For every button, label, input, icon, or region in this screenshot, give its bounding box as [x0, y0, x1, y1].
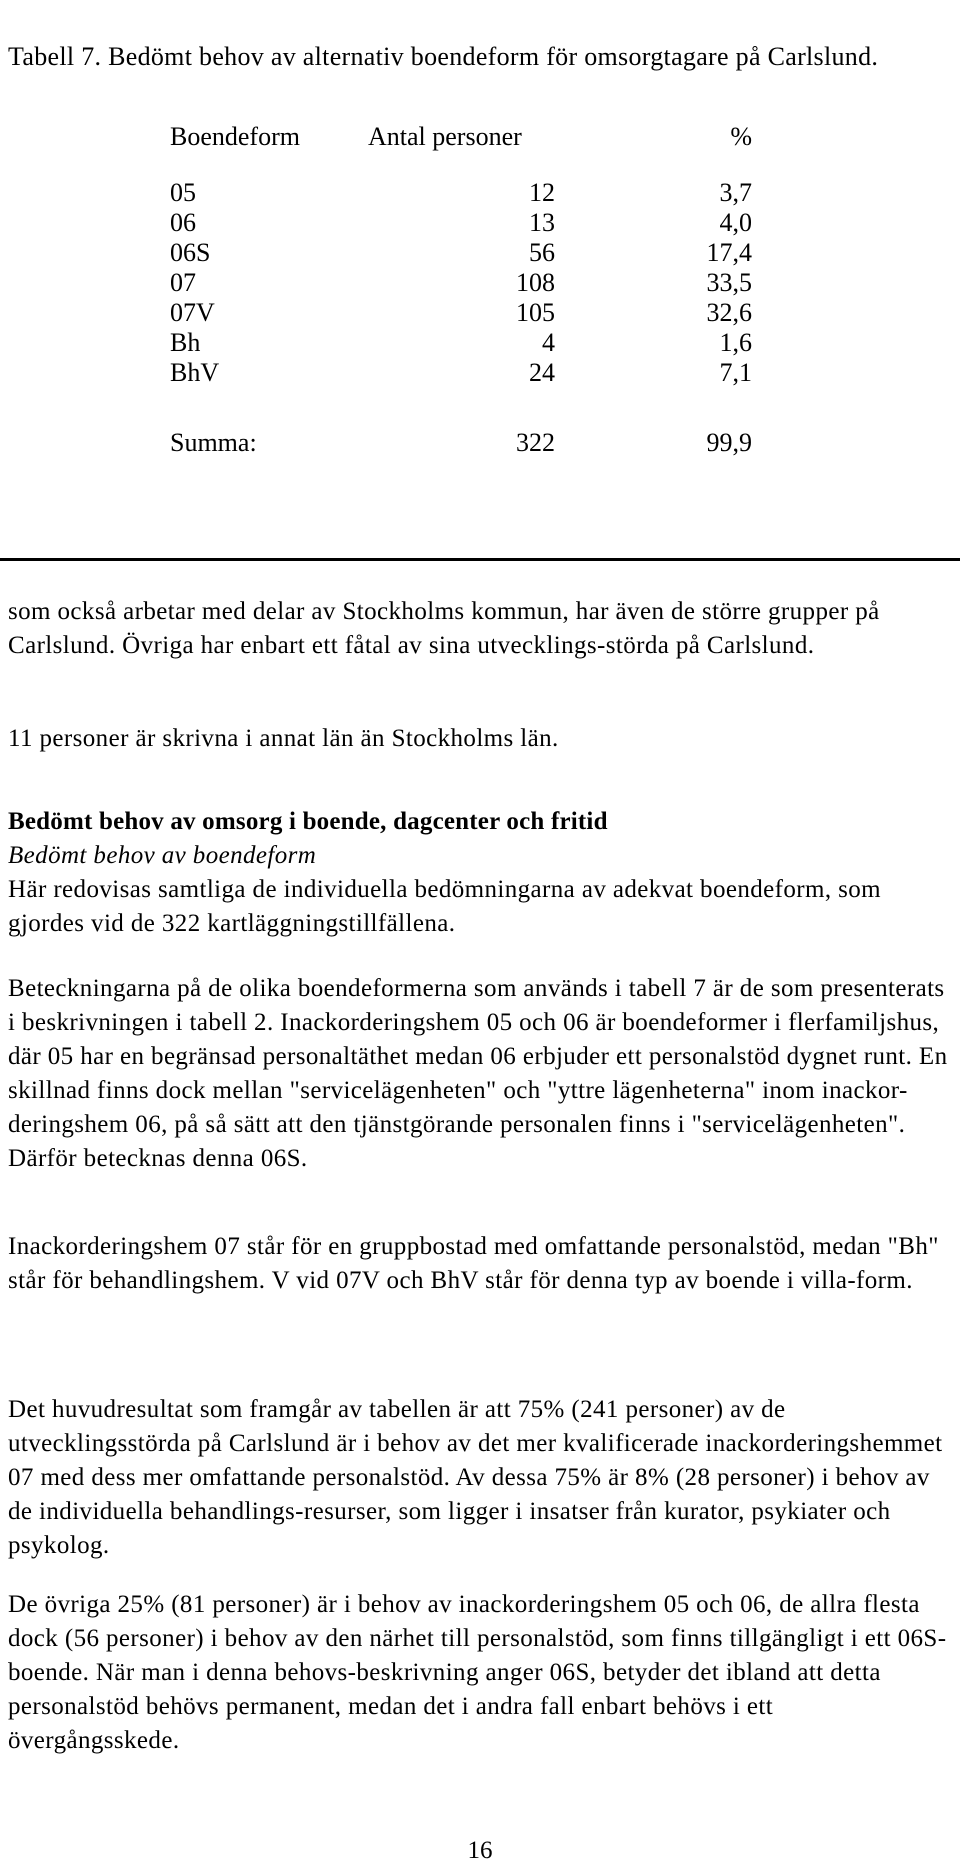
table-cell-procent: 17,4 [706, 238, 752, 267]
section-heading-block [8, 805, 948, 941]
table-cell-antal: 105 [516, 298, 555, 327]
table-cell-boendeform: 07V [170, 298, 215, 327]
paragraph-continued [8, 595, 948, 663]
paragraph-text: De övriga 25% (81 personer) är i behov av inackorderingshem 05 och 06, de allra flesta dock (56 personer) i behov av den närhet till personalstöd, som finns tillgängligt i ett 06S-boende. När man i denna behovs-beskrivning anger 06S, betyder det ibland att detta personalstöd behövs permanent, medan det i andra fall enbart behövs i ett övergångsskede. [8, 1591, 947, 1754]
paragraph-beteckningar [8, 972, 948, 1176]
table-cell-procent: 3,7 [719, 178, 752, 207]
table-cell-procent: 7,1 [719, 358, 752, 387]
paragraph-text: Inackorderingshem 07 står för en gruppbostad med omfattande personalstöd, medan "Bh" står för behandlingshem. V vid 07V och BhV står för denna typ av boende i villa-form. [8, 1233, 939, 1294]
table-cell-procent: 33,5 [706, 268, 752, 297]
table-cell-boendeform: 06S [170, 238, 211, 267]
table-cell-antal: 13 [529, 208, 555, 237]
paragraph-huvudresultat [8, 1393, 948, 1563]
section-subheading: Bedömt behov av boendeform [8, 842, 317, 869]
paragraph-text: Det huvudresultat som framgår av tabellen är att 75% (241 personer) av de utvecklingsstörda på Carlslund är i behov av det mer kvalificerade inackorderingshemmet 07 med dess mer omfattande personalstöd. Av dessa 75% är 8% (28 personer) i behov av de individuella behandlings-resurser, som ligger i insatser från kurator, psykiater och psykolog. [8, 1396, 943, 1559]
page-number: 16 [467, 1837, 493, 1864]
paragraph-text: 11 personer är skrivna i annat län än Stockholms län. [8, 725, 559, 752]
table-cell-antal: 24 [529, 358, 555, 387]
paragraph-ovriga [8, 1588, 948, 1758]
table-total-antal: 322 [516, 428, 555, 457]
table-cell-antal: 56 [529, 238, 555, 267]
table-cell-boendeform: Bh [170, 328, 201, 357]
table-total-procent: 99,9 [706, 428, 752, 457]
paragraph-inackorderingshem-07 [8, 1230, 948, 1298]
table-section [0, 0, 960, 561]
table-total-label: Summa: [170, 428, 257, 457]
paragraph-text: Här redovisas samtliga de individuella bedömningarna av adekvat boendeform, som gjordes vid de 322 kartläggningstillfällena. [8, 876, 882, 937]
table-cell-boendeform: BhV [170, 358, 220, 387]
table-cell-antal: 12 [529, 178, 555, 207]
paragraph-stockholm-lan [8, 722, 948, 756]
table-cell-antal: 108 [516, 268, 555, 297]
paragraph-text: Beteckningarna på de olika boendeformerna som används i tabell 7 är de som presenterats i beskrivningen i tabell 2. Inackorderingshem 05 och 06 är boendeformer i flerfamiljshus, där 05 har en begränsad personaltäthet medan 06 erbjuder ett personalstöd dygnet runt. En skillnad finns dock mellan "servicelägenheten" och "yttre lägenheterna" inom inackor-deringshem 06, på så sätt att den tjänstgörande personalen finns i "servicelägenheten". Därför betecknas denna 06S. [8, 975, 948, 1172]
column-header-boendeform: Boendeform [170, 122, 300, 151]
column-header-antal: Antal personer [368, 122, 522, 151]
table-cell-boendeform: 05 [170, 178, 196, 207]
table-cell-boendeform: 07 [170, 268, 196, 297]
table-cell-antal: 4 [542, 328, 555, 357]
table-cell-procent: 32,6 [706, 298, 752, 327]
table-caption: Tabell 7. Bedömt behov av alternativ boendeform för omsorgtagare på Carlslund. [8, 42, 879, 71]
table-cell-procent: 4,0 [719, 208, 752, 237]
paragraph-text: som också arbetar med delar av Stockholms kommun, har även de större grupper på Carlslund. Övriga har enbart ett fåtal av sina utvecklings-störda på Carlslund. [8, 598, 880, 659]
column-header-procent: % [730, 122, 752, 151]
section-heading: Bedömt behov av omsorg i boende, dagcenter och fritid [8, 808, 608, 835]
table-cell-boendeform: 06 [170, 208, 196, 237]
table-cell-procent: 1,6 [719, 328, 752, 357]
